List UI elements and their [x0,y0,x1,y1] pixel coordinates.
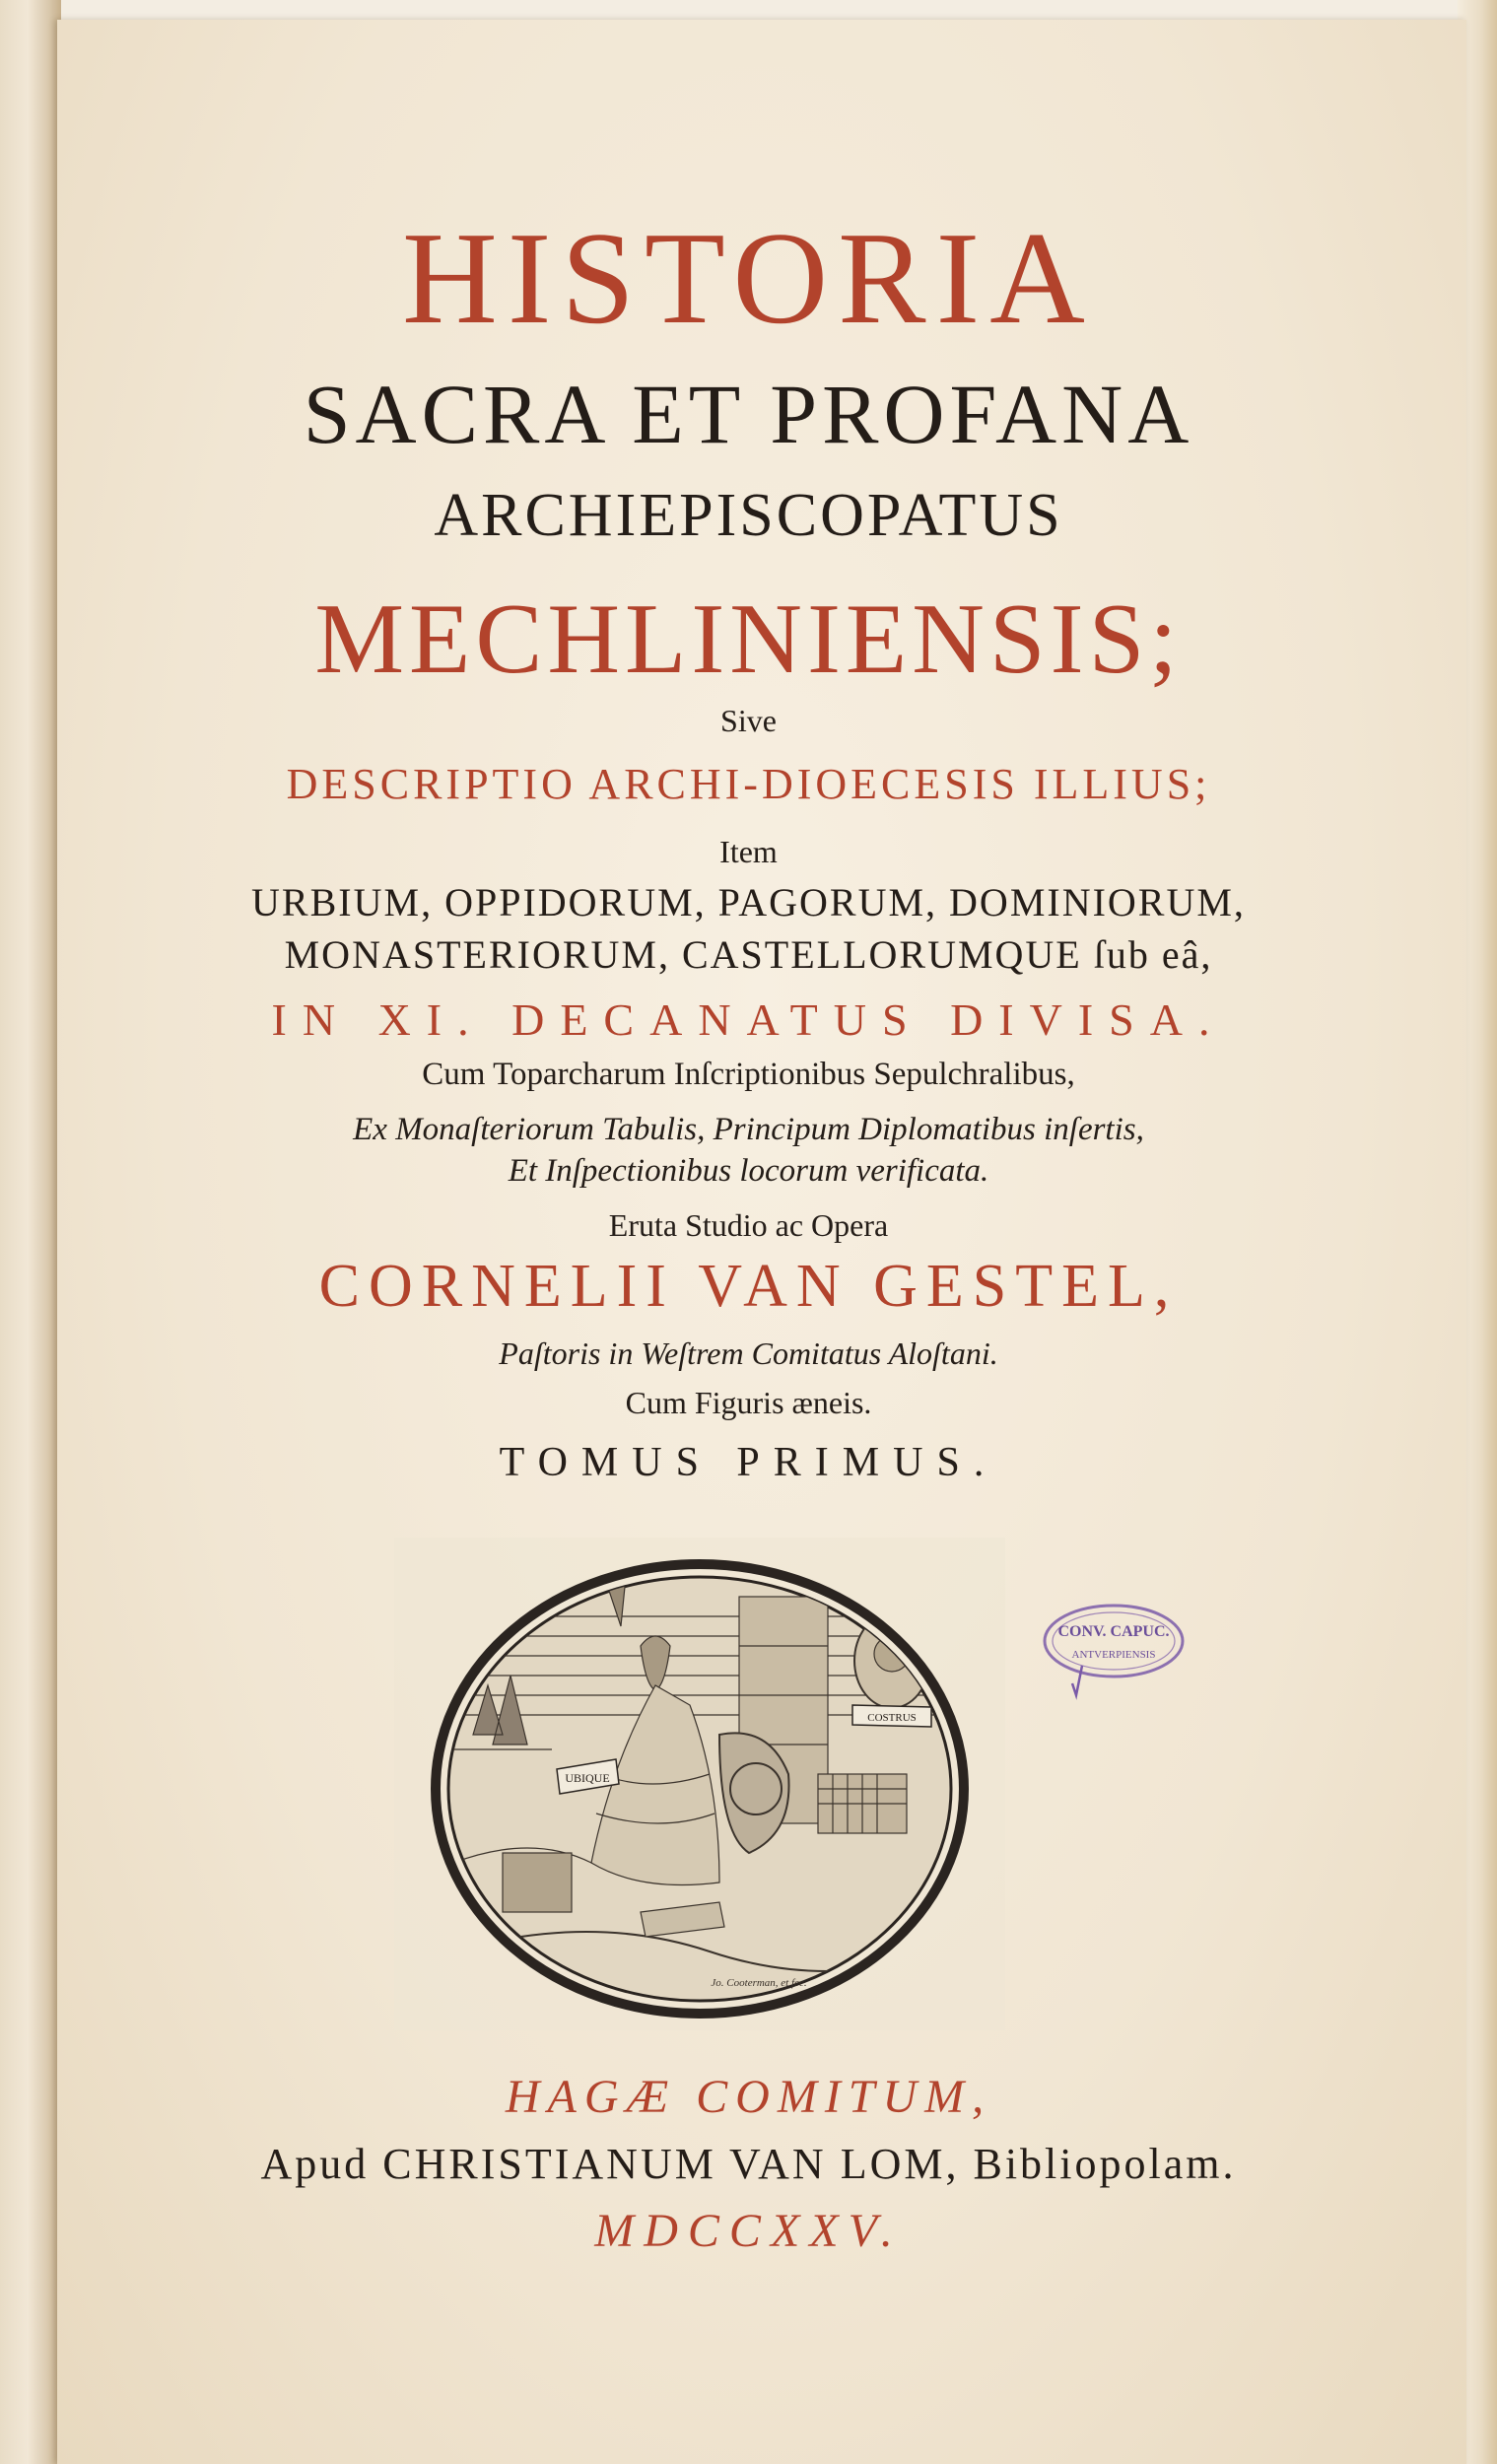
svg-text:UBIQUE: UBIQUE [565,1771,610,1785]
text-ex-line2: Et Inſpectionibus locorum verificata. [508,1153,989,1189]
text-eruta: Eruta Studio ac Opera [608,1207,889,1243]
text-descriptio: DESCRIPTIO ARCHI-DIOECESIS ILLIUS; [286,760,1211,808]
title-archiepiscopatus: ARCHIEPISCOPATUS [434,482,1063,549]
author-title: Paſtoris in Weſtrem Comitatus Aloſtani. [499,1335,998,1371]
imprint-year: MDCCXXV. [594,2205,903,2257]
title-mechliniensis: MECHLINIENSIS; [314,583,1183,695]
volume-label: TOMUS PRIMUS. [499,1440,998,1485]
text-decanatus: IN XI. DECANATUS DIVISA. [271,994,1226,1045]
author-name: CORNELII VAN GESTEL, [318,1253,1179,1320]
engraver-signature: Jo. Cooterman, et fec. [711,1977,807,1989]
text-urbium-line1: URBIUM, OPPIDORUM, PAGORUM, DOMINIORUM, [251,880,1246,924]
text-ex-line1: Ex Monaſteriorum Tabulis, Principum Diplomatibus inſertis, [353,1112,1144,1147]
engraved-vignette [394,1538,1005,2030]
imprint-place: HAGÆ COMITUM, [505,2071,992,2123]
text-urbium-line2: MONASTERIORUM, CASTELLORUMQUE ſub eâ, [284,932,1213,977]
ribbon-right [852,1705,931,1727]
text-sive: Sive [720,703,777,738]
library-stamp [1025,1597,1192,1705]
title-sacra-et-profana: SACRA ET PROFANA [303,367,1194,461]
imprint-publisher: Apud CHRISTIANUM VAN LOM, Bibliopolam. [260,2140,1237,2188]
svg-text:CONV. CAPUC.: CONV. CAPUC. [1057,1623,1170,1640]
text-item: Item [719,834,778,869]
title-historia: HISTORIA [402,205,1095,351]
svg-text:ANTVERPIENSIS: ANTVERPIENSIS [1071,1649,1156,1661]
text-figuris: Cum Figuris æneis. [625,1385,872,1420]
svg-text:COSTRUS: COSTRUS [867,1712,917,1724]
text-toparcharum: Cum Toparcharum Inſcriptionibus Sepulchralibus, [422,1057,1075,1092]
